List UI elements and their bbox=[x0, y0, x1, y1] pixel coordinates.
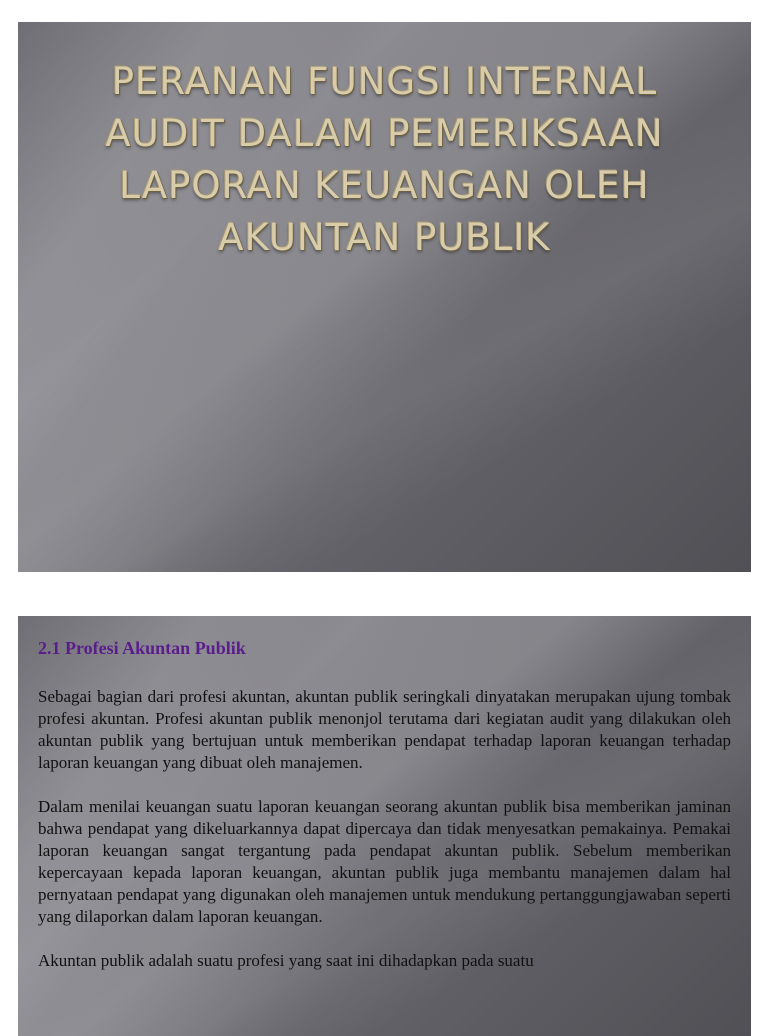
paragraph: Akuntan publik adalah suatu profesi yang saat ini dihadapkan pada suatu bbox=[38, 951, 534, 970]
title-line: AUDIT DALAM PEMERIKSAAN bbox=[105, 112, 664, 155]
title-line: AKUNTAN PUBLIK bbox=[218, 216, 551, 259]
paragraph: Sebagai bagian dari profesi akuntan, akuntan publik seringkali dinyatakan merupakan ujung tombak profesi akuntan. Profesi akuntan publik menonjol terutama dari kegiatan audit yang dilakukan oleh akuntan publik yang bertujuan untuk memberikan pendapat terhadap laporan keuangan terhadap laporan keuangan yang dibuat oleh manajemen. bbox=[38, 687, 731, 772]
paragraph: Dalam menilai keuangan suatu laporan keuangan seorang akuntan publik bisa memberikan jaminan bahwa pendapat yang dikeluarkannya dapat dipercaya dan tidak menyesatkan pemakainya. Pemakai laporan keuangan sangat tergantung pada pendapat akuntan publik. Sebelum memberikan kepercayaan kepada laporan keuangan, akuntan publik juga membantu manajemen dalam hal pernyataan pendapat yang digunakan oleh manajemen untuk mendukung pertanggungjawaban seperti yang dilaporkan dalam laporan keuangan. bbox=[38, 797, 731, 926]
title-line: PERANAN FUNGSI INTERNAL bbox=[111, 60, 658, 103]
content-slide bbox=[18, 616, 751, 1036]
title-slide bbox=[18, 22, 751, 572]
body-text bbox=[38, 686, 731, 994]
title-line: LAPORAN KEUANGAN OLEH bbox=[119, 164, 650, 207]
section-heading: 2.1 Profesi Akuntan Publik bbox=[38, 638, 246, 658]
slide-title bbox=[18, 56, 751, 264]
